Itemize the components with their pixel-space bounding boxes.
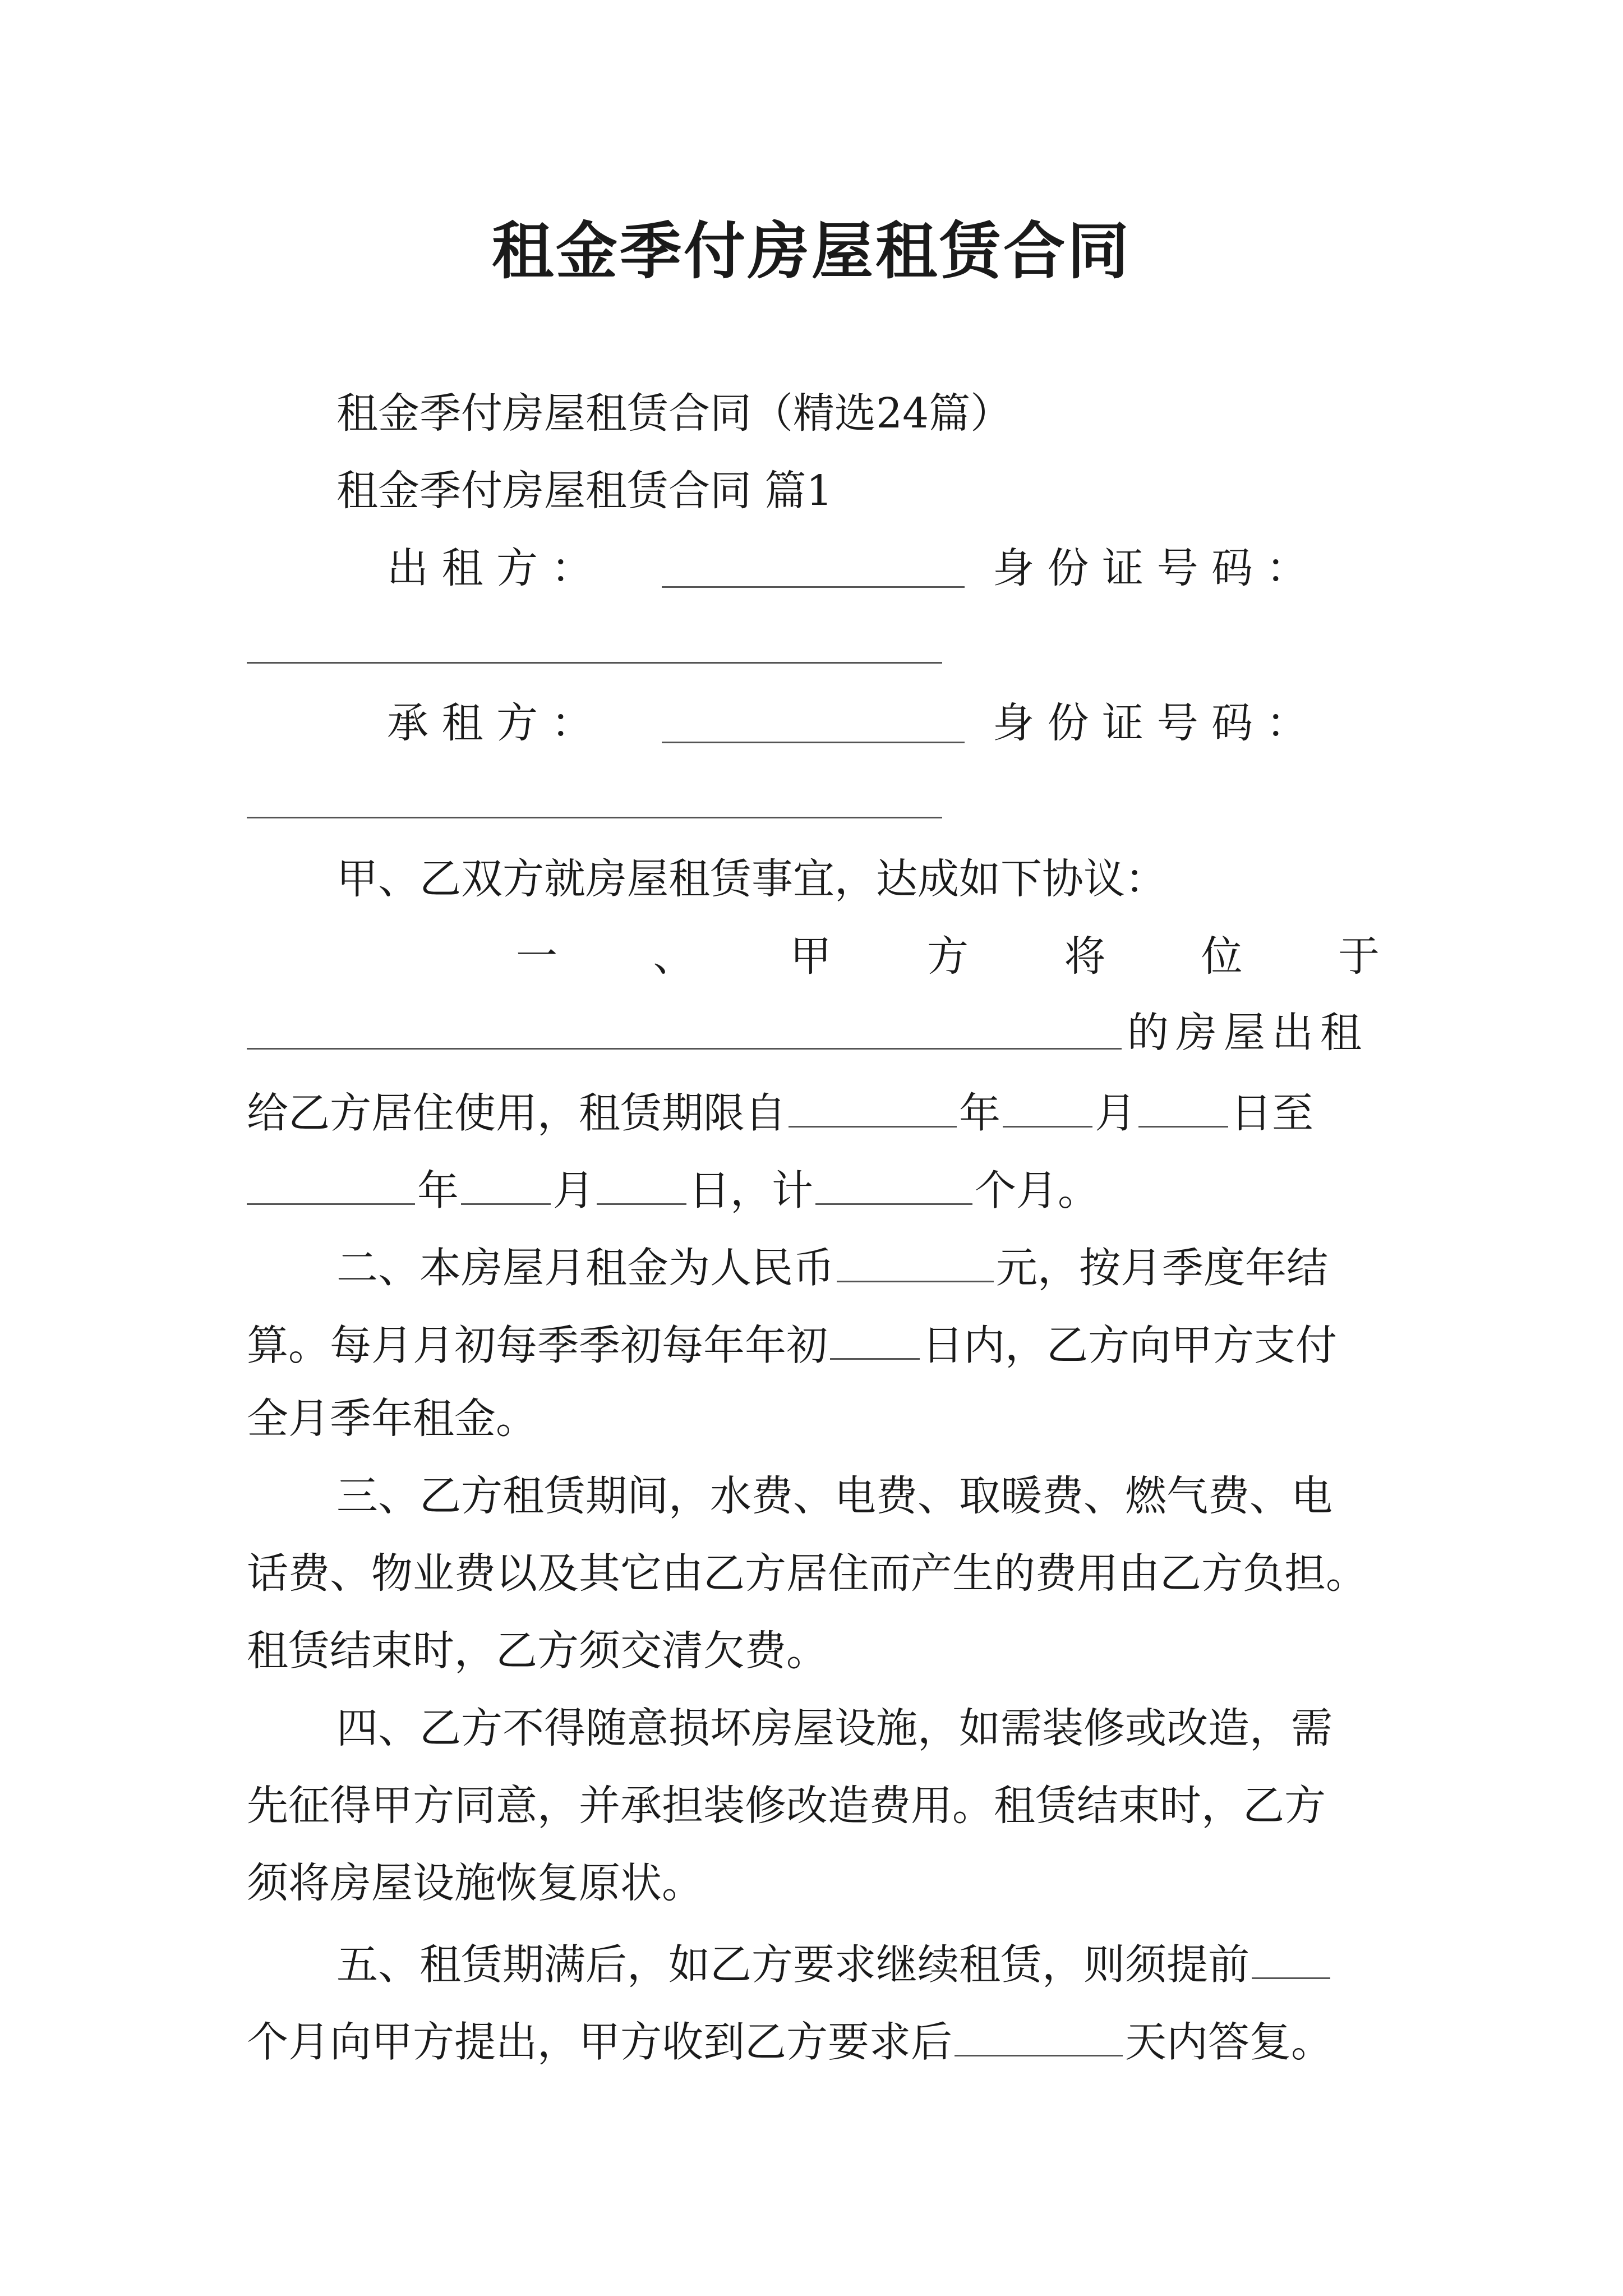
clause1-char: 于 <box>1338 932 1380 981</box>
payment-due-text: 算。每月月初每季季初每年年初 <box>247 1321 828 1370</box>
lessor-label: 出 租 方 ： <box>387 544 593 592</box>
clause1-line3 <box>247 1166 1099 1215</box>
lessor-name-blank[interactable] <box>662 586 965 588</box>
clause1-char: 一 <box>516 932 557 981</box>
lessor-id-blank[interactable] <box>247 662 942 664</box>
payment-days-blank[interactable] <box>830 1320 920 1360</box>
clause2-line1 <box>336 1243 1328 1292</box>
month-text: 月 <box>1095 1089 1136 1138</box>
end-year-blank[interactable] <box>247 1166 415 1205</box>
clause3-line1: 三、乙方租赁期间，水费、电费、取暖费、燃气费、电 <box>336 1472 1332 1520</box>
year-text: 年 <box>959 1089 1000 1138</box>
year-text: 年 <box>417 1166 459 1215</box>
start-day-blank[interactable] <box>1138 1088 1228 1128</box>
start-month-blank[interactable] <box>1003 1088 1092 1128</box>
lease-term-text: 给乙方居住使用，租赁期限自 <box>247 1089 786 1138</box>
clause4-line1: 四、乙方不得随意损坏房屋设施，如需装修或改造，需 <box>336 1704 1332 1752</box>
renewal-notice-blank[interactable] <box>1252 1940 1330 1979</box>
clause1-heading <box>516 932 1380 981</box>
document-title: 租金季付房屋租赁合同 <box>492 215 1131 287</box>
clause5-line2 <box>247 2017 1332 2067</box>
lessee-name-blank[interactable] <box>662 742 965 743</box>
renewal-request-text: 个月向甲方提出，甲方收到乙方要求后 <box>247 2018 952 2067</box>
clause1-char: 方 <box>926 932 969 981</box>
start-year-blank[interactable] <box>789 1088 957 1128</box>
clause1-line2 <box>247 1088 1313 1138</box>
rent-amount-blank[interactable] <box>837 1243 994 1282</box>
end-day-blank[interactable] <box>597 1166 686 1205</box>
payment-cycle-text: 元，按月季度年结 <box>996 1244 1328 1292</box>
day-total-text: 日，计 <box>689 1166 813 1215</box>
lessee-id-blank[interactable] <box>247 817 942 818</box>
reply-days-blank[interactable] <box>955 2017 1123 2056</box>
clause3-line3: 租赁结束时，乙方须交清欠费。 <box>247 1627 828 1675</box>
clause1-char: 甲 <box>790 932 832 981</box>
clause4-line3: 须将房屋设施恢复原状。 <box>247 1859 703 1907</box>
clause1-char: 、 <box>653 932 695 981</box>
agreement-intro: 甲、乙双方就房屋租赁事宜，达成如下协议： <box>336 855 1166 903</box>
renewal-text: 五、租赁期满后，如乙方要求继续租赁，则须提前 <box>336 1940 1249 1989</box>
end-month-blank[interactable] <box>461 1166 551 1205</box>
lessee-label: 承 租 方 ： <box>387 699 593 747</box>
month-text: 月 <box>553 1166 594 1215</box>
day-to-text: 日至 <box>1230 1089 1313 1138</box>
clause2-line3: 全月季年租金。 <box>247 1395 537 1443</box>
clause1-char: 将 <box>1064 932 1106 981</box>
document-subtitle: 租金季付房屋租赁合同（精选24篇） <box>336 389 1012 438</box>
clause3-line2: 话费、物业费以及其它由乙方居住而产生的费用由乙方负担。 <box>247 1549 1367 1598</box>
lessor-id-label: 身 份 证 号 码 ： <box>993 544 1308 592</box>
rent-amount-text: 二、本房屋月租金为人民币 <box>336 1244 834 1292</box>
clause1-tail: 的房屋出租 <box>1127 1009 1368 1057</box>
months-text: 个月。 <box>975 1166 1099 1215</box>
clause2-line2 <box>247 1320 1337 1370</box>
clause1-char: 位 <box>1201 932 1243 981</box>
payment-party-text: 日内，乙方向甲方支付 <box>922 1321 1337 1370</box>
lessee-id-label: 身 份 证 号 码 ： <box>993 699 1308 747</box>
clause5-line1 <box>336 1940 1332 1989</box>
property-address-blank[interactable] <box>247 1048 1122 1050</box>
section-heading: 租金季付房屋租赁合同 篇1 <box>336 467 833 515</box>
reply-text: 天内答复。 <box>1125 2018 1332 2067</box>
total-months-blank[interactable] <box>815 1166 972 1205</box>
clause4-line2: 先征得甲方同意，并承担装修改造费用。租赁结束时，乙方 <box>247 1782 1326 1830</box>
